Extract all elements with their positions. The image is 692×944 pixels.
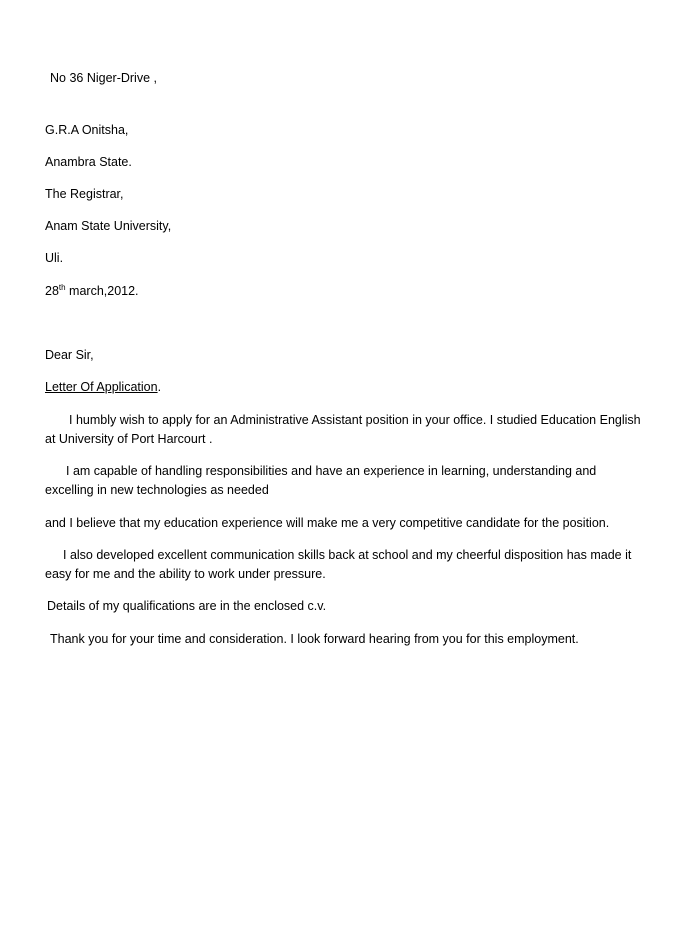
sender-address-line1: No 36 Niger-Drive , (50, 71, 157, 85)
body-paragraph-3: and I believe that my education experience will make me a very competitive candidate for the position. (45, 516, 610, 530)
closing-paragraph: Thank you for your time and consideration. I look forward hearing from you for this employment. (50, 632, 579, 646)
sender-address-line3: Anambra State. (45, 155, 132, 169)
body-paragraph-5: Details of my qualifications are in the enclosed c.v. (47, 599, 327, 613)
recipient-line1: The Registrar, (45, 187, 124, 201)
salutation: Dear Sir, (45, 348, 94, 362)
recipient-line2: Anam State University, (45, 219, 172, 233)
subject-period: . (157, 380, 162, 394)
recipient-line3: Uli. (45, 251, 64, 265)
subject-line (45, 379, 161, 395)
date-day: 28 (45, 284, 59, 298)
subject-title: Letter Of Application (45, 380, 158, 394)
body-paragraph-4: I also developed excellent communication skills back at school and my cheerful disposition has made it easy for me and the ability to work under pressure. (45, 548, 632, 581)
date-suffix: th (58, 282, 66, 292)
body-paragraph-2: I am capable of handling responsibilities and have an experience in learning, understanding and excelling in new technologies as needed (45, 464, 597, 497)
sender-address-line2: G.R.A Onitsha, (45, 123, 129, 137)
body-paragraph-1: I humbly wish to apply for an Administrative Assistant position in your office. I studied Education English at University of Port Harcourt . (45, 413, 641, 446)
letter-date (45, 283, 139, 299)
date-rest: march,2012. (65, 284, 139, 298)
